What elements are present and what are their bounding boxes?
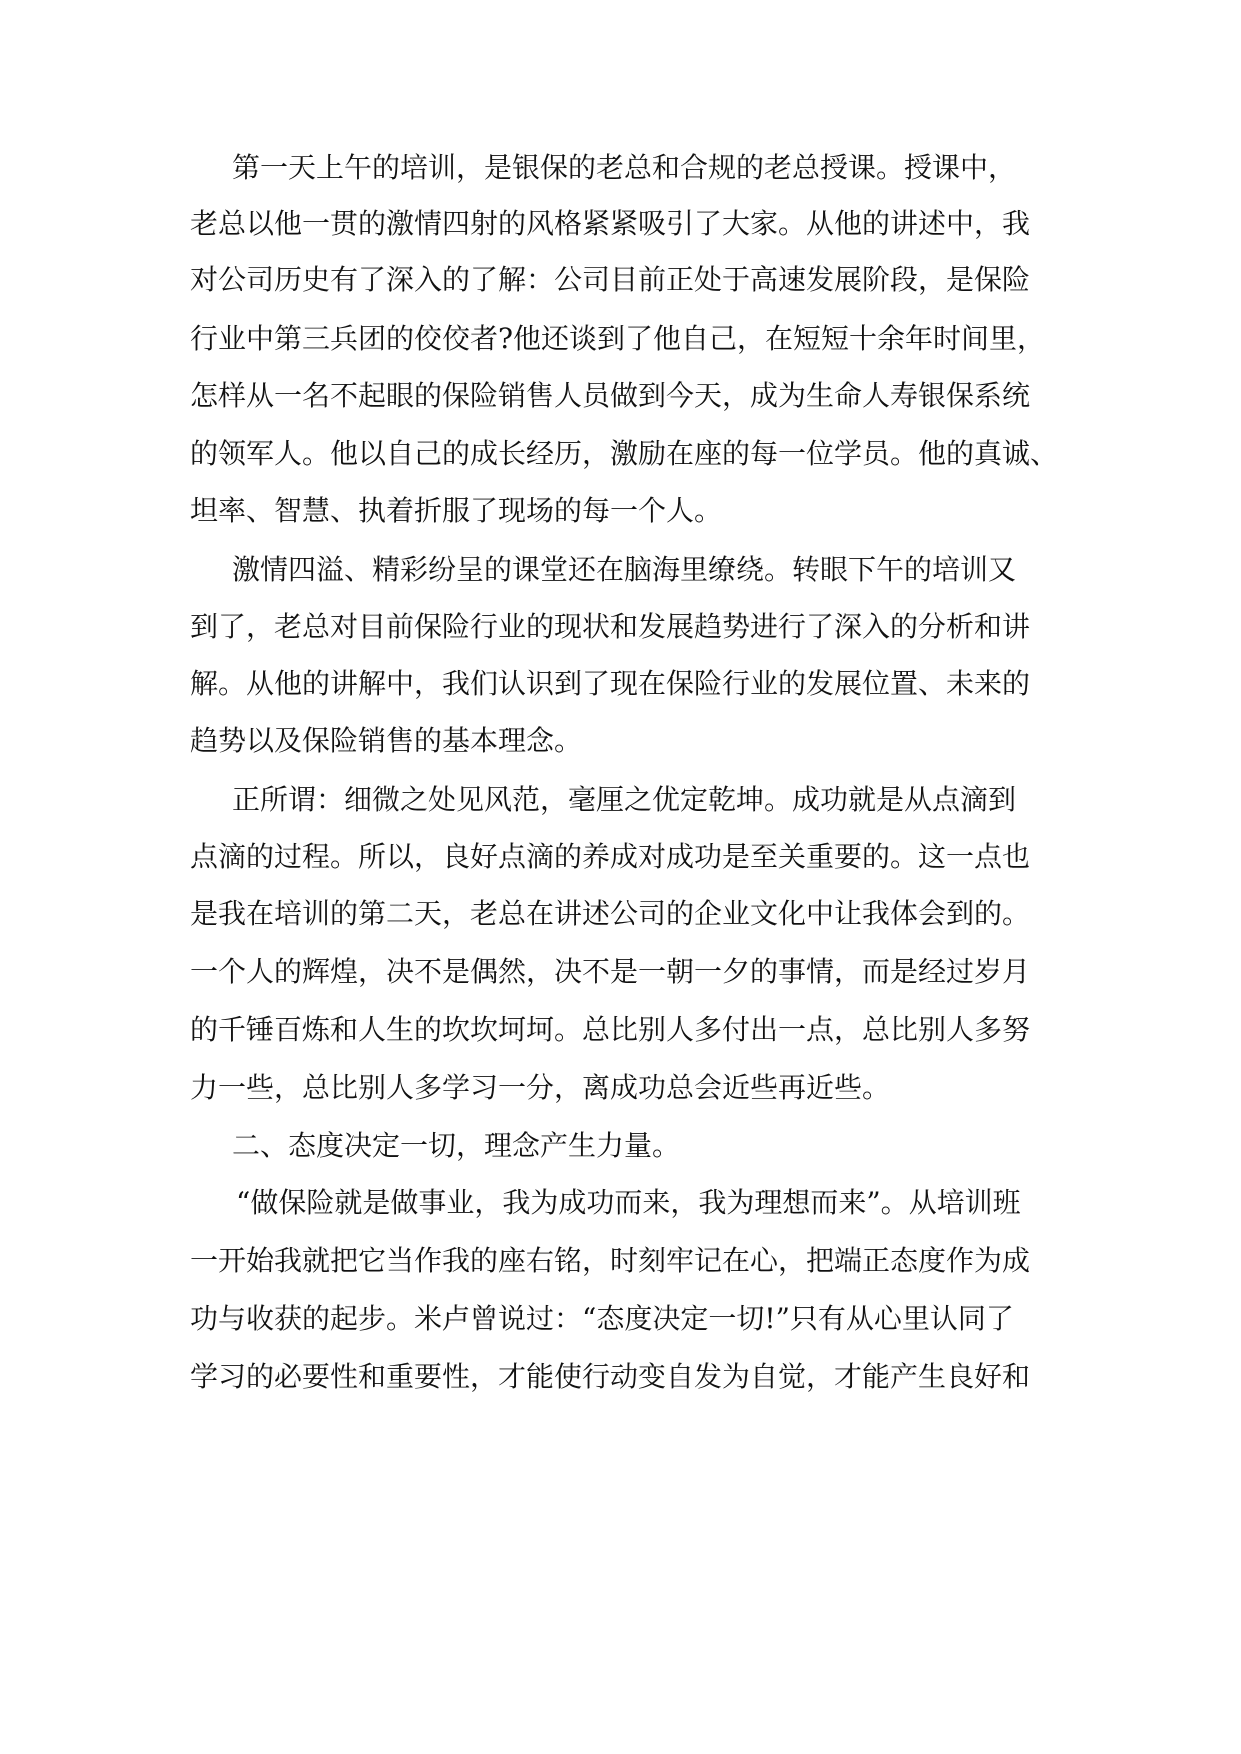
paragraph-2-line-2: 到了，老总对目前保险行业的现状和发展趋势进行了深入的分析和讲 (190, 610, 1031, 643)
paragraph-1-line-7: 坦率、智慧、执着折服了现场的每一个人。 (190, 494, 723, 527)
paragraph-5-line-4: 学习的必要性和重要性，才能使行动变自发为自觉，才能产生良好和 (190, 1360, 1031, 1393)
paragraph-2-line-1: 激情四溢、精彩纷呈的课堂还在脑海里缭绕。转眼下午的培训又 (232, 553, 1017, 586)
paragraph-3-line-6: 力一些，总比别人多学习一分，离成功总会近些再近些。 (190, 1071, 891, 1104)
paragraph-1-line-2: 老总以他一贯的激情四射的风格紧紧吸引了大家。从他的讲述中，我 (190, 207, 1031, 240)
paragraph-5-line-1: “做保险就是做事业，我为成功而来，我为理想而来”。从培训班 (236, 1186, 1021, 1219)
paragraph-2-line-3: 解。从他的讲解中，我们认识到了现在保险行业的发展位置、未来的 (190, 667, 1031, 700)
paragraph-1-line-3: 对公司历史有了深入的了解：公司目前正处于高速发展阶段，是保险 (190, 263, 1031, 296)
paragraph-2-line-4: 趋势以及保险销售的基本理念。 (190, 724, 583, 757)
section-heading: 二、态度决定一切，理念产生力量。 (232, 1129, 681, 1162)
paragraph-5-line-3: 功与收获的起步。米卢曾说过：“态度决定一切!”只有从心里认同了 (190, 1302, 1014, 1335)
paragraph-1-line-4: 行业中第三兵团的佼佼者?他还谈到了他自己，在短短十余年时间里， (190, 322, 1046, 355)
paragraph-1-line-1: 第一天上午的培训，是银保的老总和合规的老总授课。授课中， (232, 151, 1017, 184)
paragraph-3-line-3: 是我在培训的第二天，老总在讲述公司的企业文化中让我体会到的。 (190, 897, 1031, 930)
paragraph-5-line-2: 一开始我就把它当作我的座右铭，时刻牢记在心，把端正态度作为成 (190, 1244, 1031, 1277)
paragraph-3-line-1: 正所谓：细微之处见风范，毫厘之优定乾坤。成功就是从点滴到 (232, 783, 1017, 816)
paragraph-1-line-5: 怎样从一名不起眼的保险销售人员做到今天，成为生命人寿银保系统 (190, 379, 1031, 412)
paragraph-3-line-2: 点滴的过程。所以，良好点滴的养成对成功是至关重要的。这一点也 (190, 840, 1031, 873)
paragraph-3-line-4: 一个人的辉煌，决不是偶然，决不是一朝一夕的事情，而是经过岁月 (190, 955, 1031, 988)
paragraph-1-line-6: 的领军人。他以自己的成长经历，激励在座的每一位学员。他的真诚、 (190, 437, 1059, 470)
paragraph-3-line-5: 的千锤百炼和人生的坎坎坷坷。总比别人多付出一点，总比别人多努 (190, 1013, 1031, 1046)
